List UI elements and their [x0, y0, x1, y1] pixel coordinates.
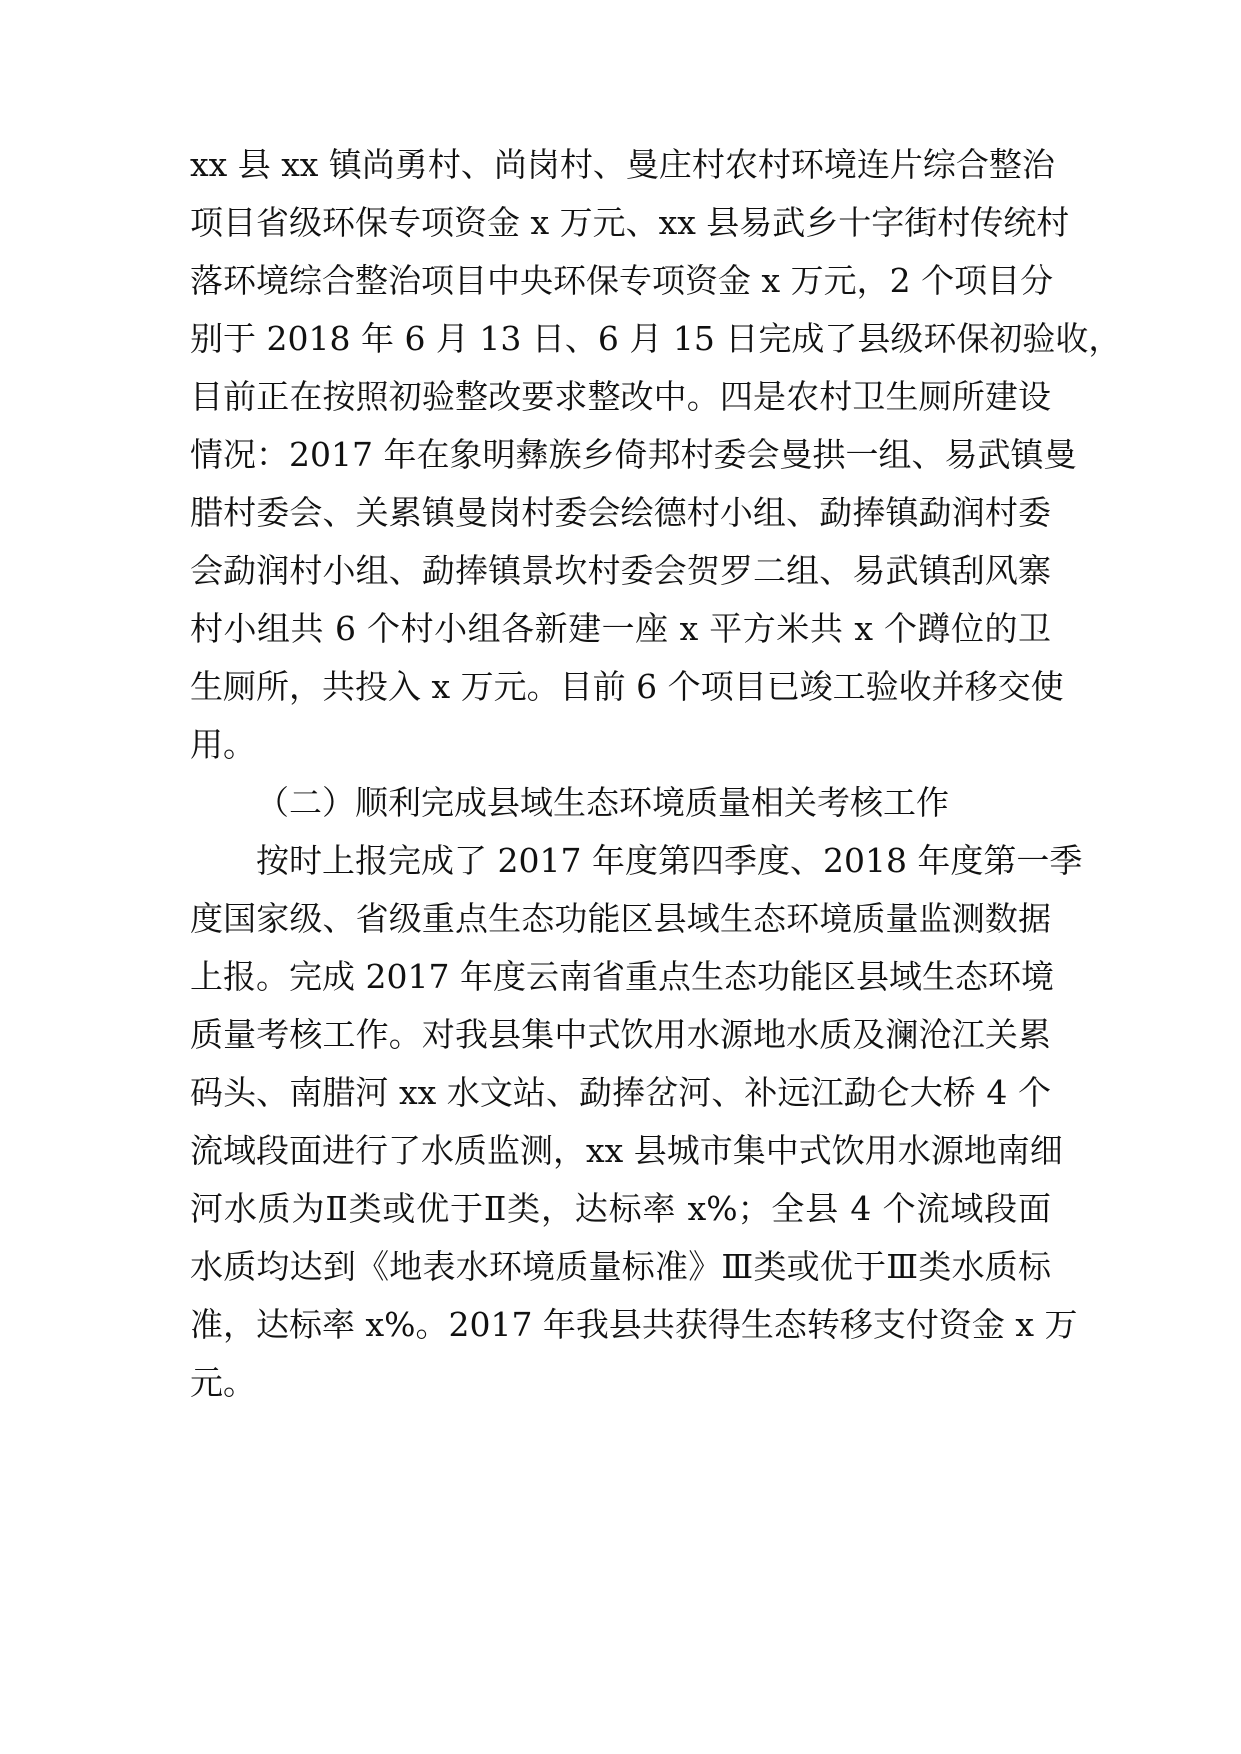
paragraph-line: 按时上报完成了 2017 年度第四季度、2018 年度第一季	[256, 841, 1083, 880]
paragraph-line: 会勐润村小组、勐捧镇景坎村委会贺罗二组、易武镇刮风寨	[190, 551, 1051, 590]
paragraph-line: 河水质为Ⅱ类或优于Ⅱ类，达标率 x%；全县 4 个流域段面	[190, 1189, 1051, 1228]
section-heading: （二）顺利完成县域生态环境质量相关考核工作	[256, 783, 949, 822]
paragraph-line: 生厕所，共投入 x 万元。目前 6 个项目已竣工验收并移交使	[190, 667, 1064, 706]
paragraph-line: 腊村委会、关累镇曼岗村委会绘德村小组、勐捧镇勐润村委	[190, 493, 1051, 532]
paragraph-line: 别于 2018 年 6 月 13 日、6 月 15 日完成了县级环保初验收，	[190, 319, 1122, 358]
paragraph-line: 上报。完成 2017 年度云南省重点生态功能区县域生态环境	[190, 957, 1054, 996]
paragraph-line: 目前正在按照初验整改要求整改中。四是农村卫生厕所建设	[190, 377, 1051, 416]
paragraph-line: 度国家级、省级重点生态功能区县域生态环境质量监测数据	[190, 899, 1051, 938]
paragraph-line: 用。	[190, 725, 256, 764]
paragraph-line: 元。	[190, 1363, 256, 1402]
paragraph-line: 村小组共 6 个村小组各新建一座 x 平方米共 x 个蹲位的卫	[190, 609, 1051, 648]
paragraph-line: 流域段面进行了水质监测，xx 县城市集中式饮用水源地南细	[190, 1131, 1063, 1170]
paragraph-line: 水质均达到《地表水环境质量标准》Ⅲ类或优于Ⅲ类水质标	[190, 1247, 1051, 1286]
paragraph-line: 码头、南腊河 xx 水文站、勐捧岔河、补远江勐仑大桥 4 个	[190, 1073, 1051, 1112]
paragraph-line: 项目省级环保专项资金 x 万元、xx 县易武乡十字街村传统村	[190, 203, 1070, 242]
paragraph-line: 质量考核工作。对我县集中式饮用水源地水质及澜沧江关累	[190, 1015, 1051, 1054]
paragraph-line: 情况：2017 年在象明彝族乡倚邦村委会曼拱一组、易武镇曼	[190, 435, 1077, 474]
paragraph-line: xx 县 xx 镇尚勇村、尚岗村、曼庄村农村环境连片综合整治	[190, 145, 1055, 184]
paragraph-line: 准，达标率 x%。2017 年我县共获得生态转移支付资金 x 万	[190, 1305, 1078, 1344]
paragraph-line: 落环境综合整治项目中央环保专项资金 x 万元，2 个项目分	[190, 261, 1054, 300]
